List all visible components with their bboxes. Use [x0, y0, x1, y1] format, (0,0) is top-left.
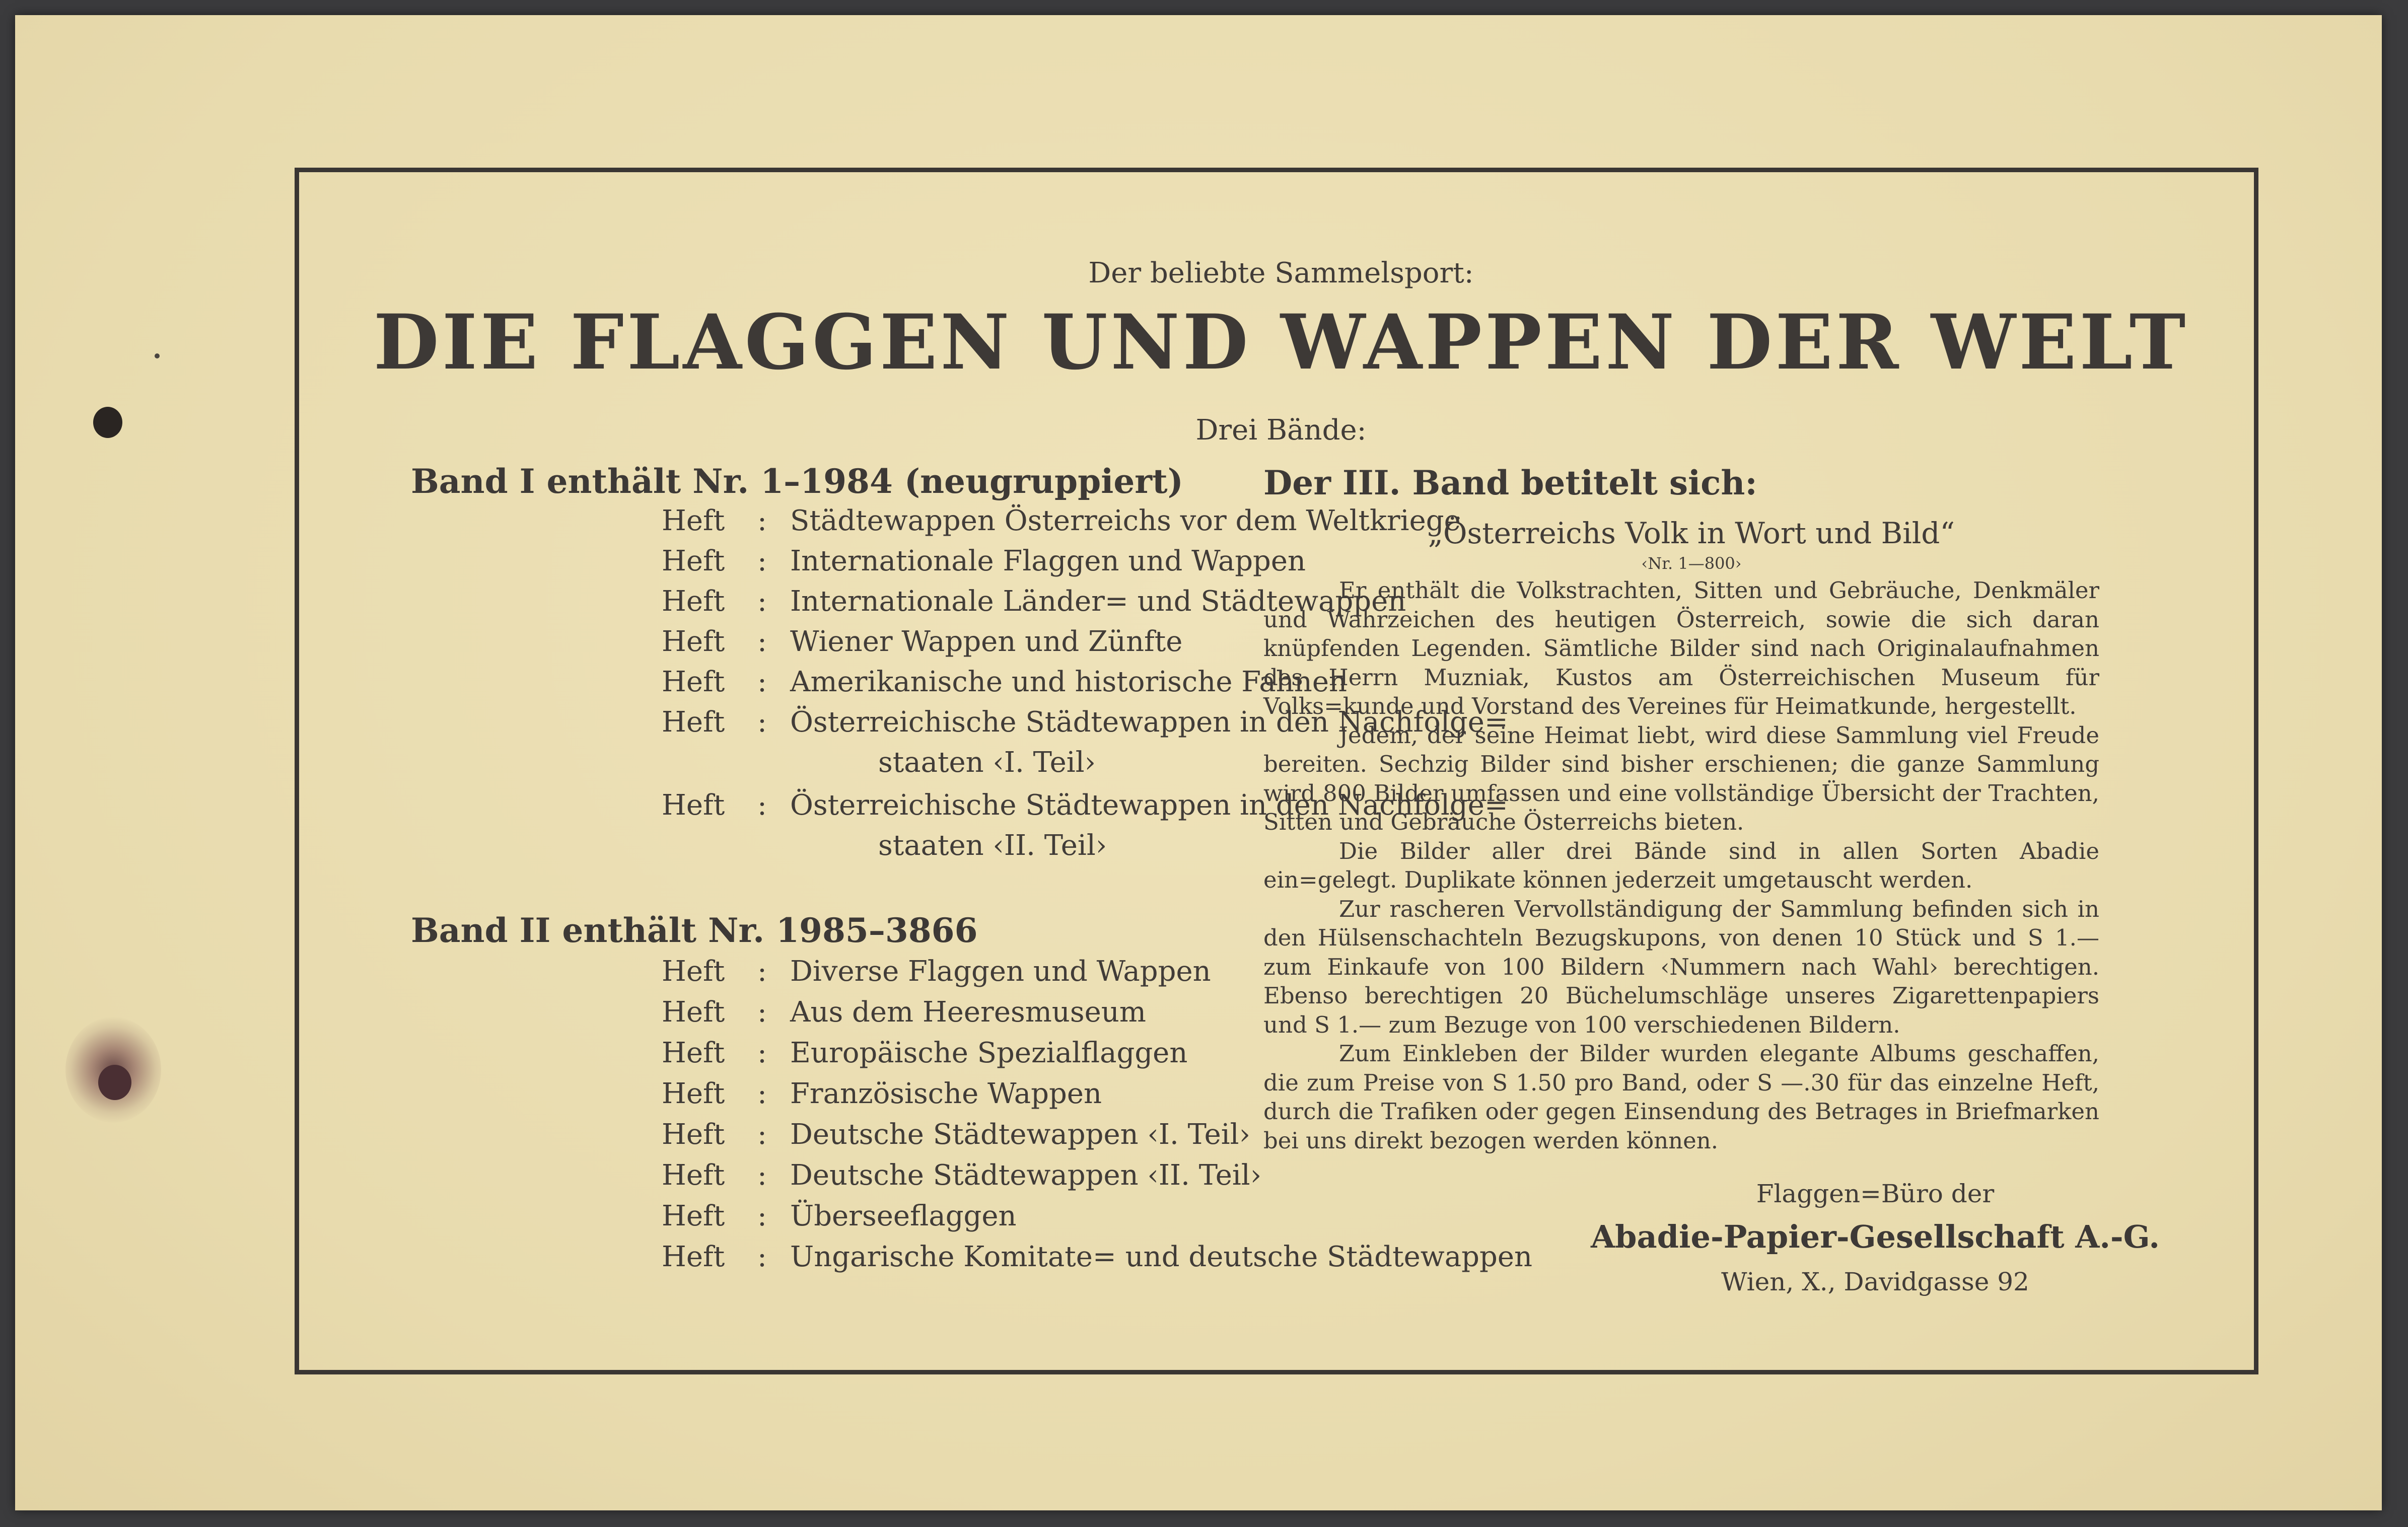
heft-separator: :	[757, 955, 767, 988]
heft-separator: :	[757, 996, 767, 1029]
heft-label: Heft	[662, 1077, 725, 1110]
heft-text-continuation: staaten ‹I. Teil›	[878, 746, 1096, 779]
heft-separator: :	[757, 1037, 767, 1069]
heft-separator: :	[757, 706, 767, 739]
band1-heading: Band I enthält Nr. 1–1984 (neugruppiert)	[411, 462, 1183, 501]
heft-label: Heft	[662, 1200, 725, 1232]
heft-text: Ungarische Komitate= und deutsche Städtewappen	[790, 1241, 1533, 1273]
heft-text: Französische Wappen	[790, 1077, 1102, 1110]
heft-label: Heft	[662, 625, 725, 658]
heft-separator: :	[757, 625, 767, 658]
heft-label: Heft	[662, 585, 725, 618]
heft-separator: :	[757, 545, 767, 577]
band3-description	[1263, 576, 2099, 1155]
band3-range: ‹Nr. 1—800›	[1641, 554, 1742, 573]
band3-heading: Der III. Band betitelt sich:	[1263, 463, 1757, 502]
heft-separator: :	[757, 1118, 767, 1151]
heft-text: Städtewappen Österreichs vor dem Weltkriege	[790, 504, 1461, 537]
content-frame	[295, 168, 2258, 1374]
heft-separator: :	[757, 585, 767, 618]
heft-text: Amerikanische und historische Fahnen	[790, 666, 1348, 698]
band3-paragraph: Jedem, der seine Heimat liebt, wird diese Sammlung viel Freude bereiten. Sechzig Bilder sind bisher erschienen; die ganze Sammlung wird 800 Bilder umfassen und eine vollständige Übersicht der Trachten, Sitten und Gebräuche Österreichs bieten.	[1263, 721, 2099, 835]
band3-paragraph: Er enthält die Volkstrachten, Sitten und Gebräuche, Denkmäler und Wahrzeichen des heutigen Österreich, sowie die sich daran knüpfenden Legenden. Sämtliche Bilder sind nach Originalaufnahmen des Herrn Muzniak, Kustos am Österreichischen Museum für Volks=kunde und Vorstand des Vereines für Heimatkunde, hergestellt.	[1263, 577, 2099, 719]
signature-address: Wien, X., Davidgasse 92	[1721, 1267, 2029, 1296]
heft-label: Heft	[662, 1241, 725, 1273]
heft-separator: :	[757, 1200, 767, 1232]
signature-company: Abadie-Papier-Gesellschaft A.-G.	[1591, 1218, 2160, 1255]
punch-hole-top	[93, 407, 122, 438]
heft-label: Heft	[662, 789, 725, 822]
heft-label: Heft	[662, 706, 725, 739]
heft-label: Heft	[662, 504, 725, 537]
heft-text: Aus dem Heeresmuseum	[790, 996, 1146, 1029]
heft-separator: :	[757, 1159, 767, 1192]
band2-heading: Band II enthält Nr. 1985–3866	[411, 911, 978, 950]
heft-label: Heft	[662, 955, 725, 988]
heft-text: Überseeflaggen	[790, 1200, 1017, 1232]
heft-text: Internationale Flaggen und Wappen	[790, 545, 1306, 577]
page-title: DIE FLAGGEN UND WAPPEN DER WELT	[373, 298, 2189, 387]
punch-hole-bottom	[98, 1065, 131, 1100]
heft-label: Heft	[662, 996, 725, 1029]
signature-line1: Flaggen=Büro der	[1756, 1179, 1995, 1208]
heft-label: Heft	[662, 1037, 725, 1069]
subtitle: Drei Bände:	[1195, 414, 1367, 447]
band3-paragraph: Zum Einkleben der Bilder wurden elegante Albums geschaffen, die zum Preise von S 1.50 pro Band, oder S —.30 für das einzelne Heft, durch die Trafiken oder gegen Einsendung des Betrages in Briefmarken bei uns direkt bezogen werden können.	[1263, 1040, 2099, 1154]
heft-separator: :	[757, 1241, 767, 1273]
band3-paragraph: Die Bilder aller drei Bände sind in allen Sorten Abadie ein=gelegt. Duplikate können jederzeit umgetauscht werden.	[1263, 837, 2099, 893]
heft-separator: :	[757, 1077, 767, 1110]
heft-text: Europäische Spezialflaggen	[790, 1037, 1188, 1069]
heft-separator: :	[757, 666, 767, 698]
heft-separator: :	[757, 504, 767, 537]
band3-paragraph: Zur rascheren Vervollständigung der Sammlung befinden sich in den Hülsenschachteln Bezugskupons, von denen 10 Stück und S 1.— zum Einkaufe von 100 Bildern ‹Nummern nach Wahl› berechtigen. Ebenso berechtigen 20 Büchelumschläge unseres Zigarettenpapiers und S 1.— zum Bezuge von 100 verschiedenen Bildern.	[1263, 895, 2099, 1038]
advertisement-card	[15, 15, 2382, 1510]
heft-text: Deutsche Städtewappen ‹II. Teil›	[790, 1159, 1262, 1192]
heft-label: Heft	[662, 545, 725, 577]
heft-text: Österreichische Städtewappen in den Nachfolge=	[790, 706, 1508, 739]
heft-separator: :	[757, 789, 767, 822]
heft-label: Heft	[662, 1118, 725, 1151]
heft-text: Wiener Wappen und Zünfte	[790, 625, 1183, 658]
heft-label: Heft	[662, 666, 725, 698]
heft-label: Heft	[662, 1159, 725, 1192]
heft-text: Österreichische Städtewappen in den Nachfolge=	[790, 789, 1508, 822]
band3-subtitle: „Österreichs Volk in Wort und Bild“	[1428, 516, 1955, 550]
tagline: Der beliebte Sammelsport:	[1088, 257, 1474, 289]
heft-text: Internationale Länder= und Städtewappen	[790, 585, 1406, 618]
heft-text: Deutsche Städtewappen ‹I. Teil›	[790, 1118, 1250, 1151]
heft-text: Diverse Flaggen und Wappen	[790, 955, 1211, 988]
heft-text-continuation: staaten ‹II. Teil›	[878, 829, 1107, 862]
dot-mark	[155, 353, 160, 358]
